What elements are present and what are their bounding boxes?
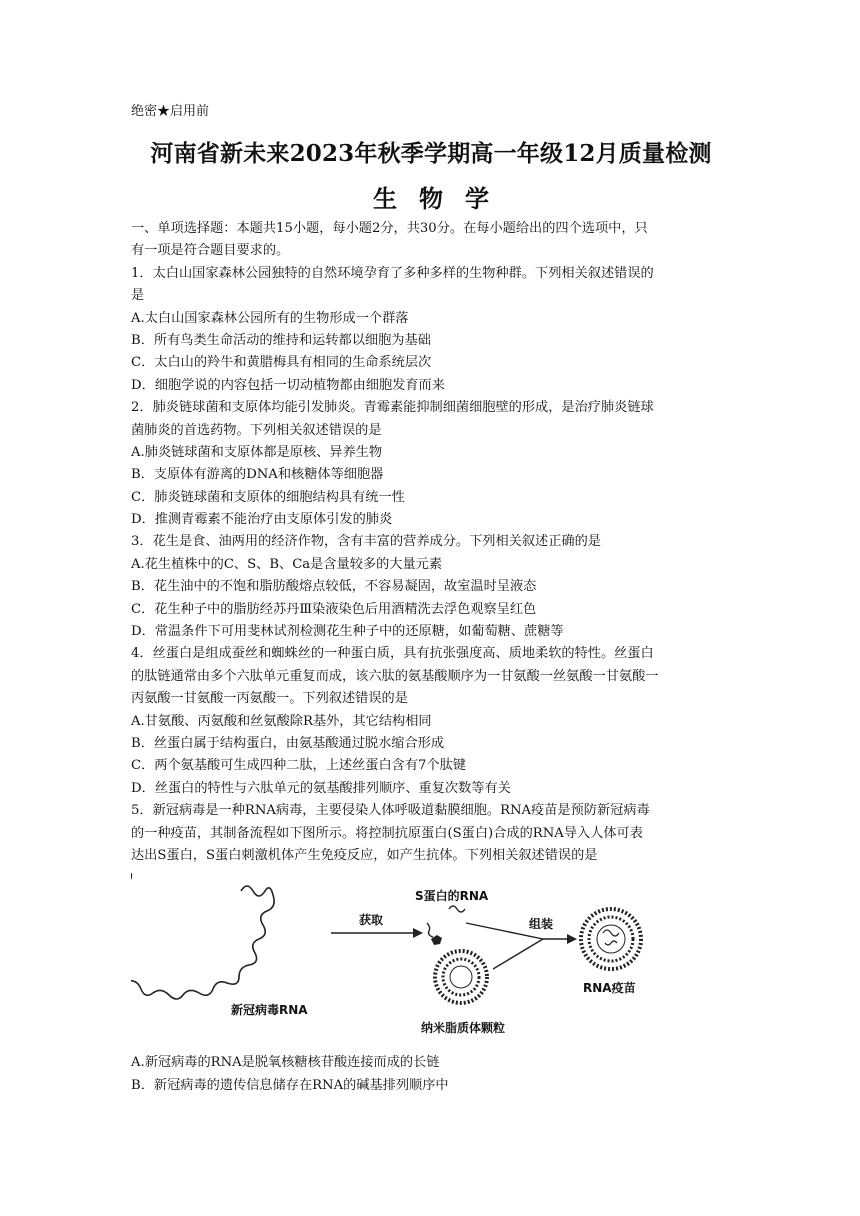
question-5-stem: 的一种疫苗，其制备流程如下图所示。将控制抗原蛋白(S蛋白)合成的RNA导入人体可表: [131, 825, 643, 841]
assemble-arrowhead: [567, 934, 577, 944]
question-4-option-a: A.甘氨酸、丙氨酸和丝氨酸除R基外，其它结构相同: [131, 713, 432, 729]
question-2-stem: 菌肺炎的首选药物。下列相关叙述错误的是: [131, 422, 382, 438]
liposome-label: 纳米脂质体颗粒: [421, 1021, 506, 1036]
question-2-stem: 2．肺炎链球菌和支原体均能引发肺炎。青霉素能抑制细菌细胞壁的形成，是治疗肺炎链球: [131, 400, 654, 416]
question-1-stem: 1．太白山国家森林公园独特的自然环境孕育了多种多样的生物种群。下列相关叙述错误的: [131, 265, 654, 281]
question-4-stem: 丙氨酸一甘氨酸一丙氨酸一。下列叙述错误的是: [131, 691, 408, 707]
section-instruction: 一、单项选择题：本题共15小题，每小题2分，共30分。在每小题给出的四个选项中，只: [131, 221, 648, 236]
question-2-option-c: C．肺炎链球菌和支原体的细胞结构具有统一性: [131, 489, 405, 505]
question-4-stem: 4．丝蛋白是组成蚕丝和蜘蛛丝的一种蛋白质，具有抗张强度高、质地柔软的特性。丝蛋白: [131, 646, 654, 662]
question-3-option-a: A.花生植株中的C、S、B、Ca是含量较多的大量元素: [131, 556, 443, 572]
s-rna-fragment: [427, 923, 433, 937]
question-2-option-a: A.肺炎链球菌和支原体都是原核、异养生物: [131, 444, 383, 460]
question-3-option-d: D．常温条件下可用斐林试剂检测花生种子中的还原糖，如葡萄糖、蔗糖等: [131, 624, 564, 640]
s-protein-rna-label: S蛋白的RNA: [415, 889, 489, 904]
vaccine-preparation-diagram: [131, 873, 731, 1048]
question-1-option-b: B．所有鸟类生命活动的维持和运转都以细胞为基础: [131, 332, 431, 348]
exam-page: [131, 100, 731, 1097]
question-1-option-a: A.太白山国家森林公园所有的生物形成一个群落: [131, 310, 409, 326]
s-rna-fragment: [449, 906, 465, 912]
question-1-option-c: C．太白山的羚牛和黄腊梅具有相同的生命系统层次: [131, 355, 432, 371]
assemble-label: 组装: [529, 917, 554, 932]
question-4-option-d: D．丝蛋白的特性与六肽单元的氨基酸排列顺序、重复次数等有关: [131, 780, 511, 796]
liposome-icon: [435, 951, 487, 1003]
assemble-arrow: [493, 939, 543, 969]
question-4-option-b: B．丝蛋白属于结构蛋白，由氨基酸通过脱水缩合形成: [131, 735, 445, 751]
question-5-option-b: B．新冠病毒的遗传信息储存在RNA的碱基排列顺序中: [131, 1077, 449, 1093]
confidential-label: 绝密★启用前: [131, 104, 210, 119]
obtain-arrowhead: [413, 928, 423, 938]
question-4-stem: 的肽链通常由多个六肽单元重复而成，该六肽的氨基酸顺序为一甘氨酸一丝氨酸一甘氨酸一: [131, 668, 659, 684]
question-1-stem: 是: [131, 288, 145, 304]
virus-rna-strand: [131, 873, 274, 999]
question-5-stem: 5．新冠病毒是一种RNA病毒，主要侵染人体呼吸道黏膜细胞。RNA疫苗是预防新冠病毒: [131, 803, 650, 819]
rna-vaccine-icon: [581, 909, 641, 969]
virus-rna-label: 新冠病毒RNA: [231, 1003, 308, 1018]
subject-title: 生物学: [373, 184, 511, 213]
question-5-option-a: A.新冠病毒的RNA是脱氧核糖核苷酸连接而成的长链: [131, 1055, 440, 1071]
section-instruction: 有一项是符合题目要求的。: [131, 243, 290, 259]
question-2-option-d: D．推测青霉素不能治疗由支原体引发的肺炎: [131, 512, 393, 528]
exam-title: 河南省新未来2023年秋季学期高一年级12月质量检测: [150, 140, 712, 167]
question-4-option-c: C．两个氨基酸可生成四种二肽，上述丝蛋白含有7个肽键: [131, 758, 466, 774]
question-3-option-c: C．花生种子中的脂肪经苏丹Ⅲ染液染色后用酒精洗去浮色观察呈红色: [131, 601, 537, 617]
rna-vaccine-label: RNA疫苗: [583, 981, 636, 996]
question-3-option-b: B．花生油中的不饱和脂肪酸熔点较低，不容易凝固，故室温时呈液态: [131, 579, 537, 595]
question-2-option-b: B．支原体有游离的DNA和核糖体等细胞器: [131, 467, 384, 483]
obtain-label: 获取: [359, 913, 384, 928]
question-3-stem: 3．花生是食、油两用的经济作物，含有丰富的营养成分。下列相关叙述正确的是: [131, 534, 601, 550]
question-1-option-d: D．细胞学说的内容包括一切动植物都由细胞发育而来: [131, 377, 445, 393]
question-5-stem: 达出S蛋白，S蛋白刺激机体产生免疫反应，如产生抗体。下列相关叙述错误的是: [131, 847, 598, 863]
